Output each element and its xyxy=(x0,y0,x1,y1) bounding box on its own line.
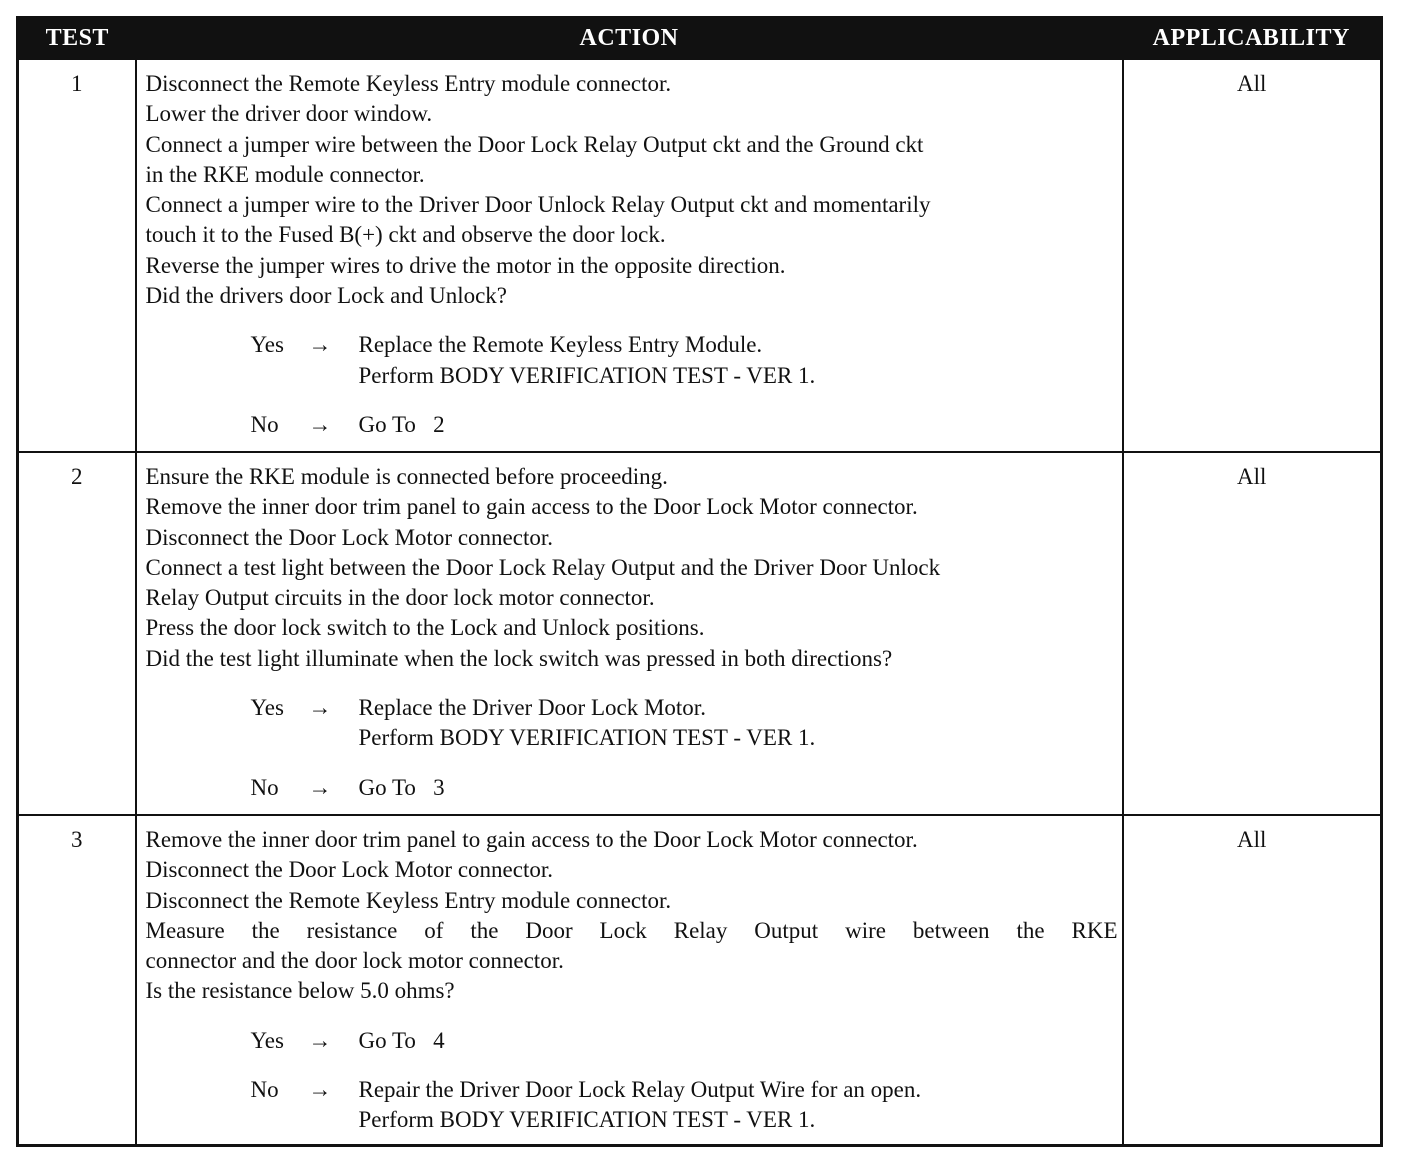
test-row-2 xyxy=(18,452,1382,815)
action-line: Press the door lock switch to the Lock and Unlock positions. xyxy=(145,615,705,641)
arrow-icon: → xyxy=(308,1027,332,1053)
action-line: Connect a test light between the Door Lock Relay Output and the Driver Door Unlock xyxy=(145,554,941,580)
no-action xyxy=(359,773,1118,803)
test-number: 1 xyxy=(18,59,136,452)
yes-action xyxy=(359,693,1118,754)
applicability-value: All xyxy=(1123,452,1382,815)
result-line: Go To 2 xyxy=(358,411,445,437)
no-action xyxy=(359,410,1118,440)
action-cell xyxy=(136,59,1123,452)
header-applicability: APPLICABILITY xyxy=(1123,18,1382,60)
action-line: Relay Output circuits in the door lock motor connector. xyxy=(145,585,655,611)
arrow-icon: → xyxy=(308,774,332,800)
result-line: Replace the Remote Keyless Entry Module. xyxy=(358,332,763,358)
arrow-icon: → xyxy=(308,1077,332,1103)
yes-result xyxy=(251,1026,1118,1056)
action-line: Disconnect the Remote Keyless Entry module connector. xyxy=(145,887,672,913)
result-line: Go To 3 xyxy=(358,774,445,800)
action-line: Remove the inner door trim panel to gain access to the Door Lock Motor connector. xyxy=(145,827,918,852)
yes-label: Yes xyxy=(250,695,284,721)
yes-label: Yes xyxy=(250,1027,284,1053)
action-line: Did the drivers door Lock and Unlock? xyxy=(145,283,508,309)
action-line: touch it to the Fused B(+) ckt and observe the door lock. xyxy=(145,222,666,248)
applicability-value: All xyxy=(1123,815,1382,1145)
action-line: Disconnect the Door Lock Motor connector. xyxy=(145,524,553,550)
action-line: Measure the resistance of the Door Lock Relay Output wire between the RKE xyxy=(145,917,1118,943)
arrow-icon: → xyxy=(308,332,332,358)
yes-action xyxy=(359,1026,1118,1056)
result-line: Perform BODY VERIFICATION TEST - VER 1. xyxy=(358,1107,816,1133)
test-number: 2 xyxy=(18,452,136,815)
header-row xyxy=(18,18,1382,60)
no-label: No xyxy=(250,411,279,437)
action-line: Connect a jumper wire between the Door Lock Relay Output ckt and the Ground ckt xyxy=(145,131,924,157)
action-line: Is the resistance below 5.0 ohms? xyxy=(145,978,455,1004)
arrow-icon: → xyxy=(308,411,332,437)
result-line: Go To 4 xyxy=(358,1027,445,1053)
action-cell xyxy=(136,452,1123,815)
action-line: Remove the inner door trim panel to gain access to the Door Lock Motor connector. xyxy=(145,494,918,520)
action-line: connector and the door lock motor connector. xyxy=(145,948,564,974)
action-line: Disconnect the Door Lock Motor connector. xyxy=(145,857,553,883)
yes-result xyxy=(251,693,1118,754)
action-line: Connect a jumper wire to the Driver Door Unlock Relay Output ckt and momentarily xyxy=(145,192,931,218)
test-number: 3 xyxy=(18,815,136,1145)
action-line: in the RKE module connector. xyxy=(145,161,425,187)
result-line: Perform BODY VERIFICATION TEST - VER 1. xyxy=(358,725,816,751)
diagnostic-test-table xyxy=(16,16,1383,1147)
no-label: No xyxy=(250,774,279,800)
action-line: Did the test light illuminate when the lock switch was pressed in both directions? xyxy=(145,645,893,671)
no-result xyxy=(251,773,1118,803)
header-action: ACTION xyxy=(136,18,1123,60)
test-row-1 xyxy=(18,59,1382,452)
yes-result xyxy=(251,330,1118,391)
no-label: No xyxy=(250,1077,279,1103)
action-line: Reverse the jumper wires to drive the motor in the opposite direction. xyxy=(145,252,786,278)
yes-action xyxy=(359,330,1118,391)
result-line: Perform BODY VERIFICATION TEST - VER 1. xyxy=(358,362,816,388)
result-line: Repair the Driver Door Lock Relay Output Wire for an open. xyxy=(358,1077,922,1103)
no-result xyxy=(251,1075,1118,1136)
no-action xyxy=(359,1075,1118,1136)
yes-label: Yes xyxy=(250,332,284,358)
test-row-3 xyxy=(18,815,1382,1145)
action-cell xyxy=(136,815,1123,1145)
no-result xyxy=(251,410,1118,440)
header-test: TEST xyxy=(18,18,136,60)
action-line: Ensure the RKE module is connected before proceeding. xyxy=(145,464,668,489)
action-line: Lower the driver door window. xyxy=(145,101,433,127)
arrow-icon: → xyxy=(308,695,332,721)
action-line: Disconnect the Remote Keyless Entry module connector. xyxy=(145,71,672,96)
applicability-value: All xyxy=(1123,59,1382,452)
result-line: Replace the Driver Door Lock Motor. xyxy=(358,695,706,721)
